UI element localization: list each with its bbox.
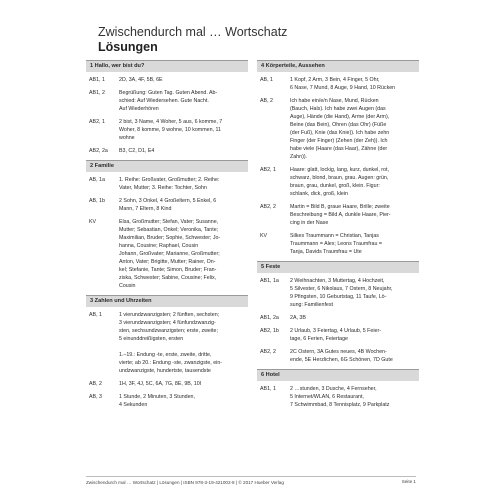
answer-line: Beschreibung = Bild A, dunkle Haare, Pier- [290,212,391,218]
answer-line: hanna, Cousine; Raphael, Cousin [119,243,199,249]
answer-line: undzwanzigste, hundertste, tausendste [119,368,211,374]
answer-row [86,176,248,192]
answer-text [119,218,248,290]
answer-line: Zahn)). [290,154,308,160]
answer-line: 5 Internet/WLAN, 6 Restaurant, [290,394,364,400]
answer-line: 1 Kopf, 2 Arm, 3 Bein, 4 Finger, 5 Ohr, [290,77,380,83]
answer-line: 1 vierundzwanzigsten; 2 fünften, sechsten; [119,312,220,318]
answer-line: habe viele (Haare (das Haar), Zähne (der [290,146,388,152]
answer-line: Mann, 7 Eltern, 8 Kind [119,206,172,212]
answer-row [86,311,248,375]
answer-line: ende, 5E Herzlichen, 6G Schönen, 7D Gute [290,357,393,363]
exercise-label: AB2, 1b [260,328,279,334]
answer-line: Silkes Traummann = Christian, Tanjas [290,233,379,239]
answer-line: 3 vierundzwanzigsten; 4 fünfundzwanzig- [119,320,216,326]
answer-row [257,76,419,92]
answer-text [290,203,419,227]
exercise-label: AB, 1a [89,177,105,183]
answer-text [290,166,419,198]
answer-row [257,166,419,198]
answer-row [257,97,419,161]
exercise-label: AB2, 2 [260,204,276,210]
answer-line: 6 Nase, 7 Mund, 8 Auge, 9 Hand, 10 Rücken [290,85,396,91]
exercise-label: AB1, 1a [260,278,279,284]
answer-row [86,218,248,290]
answer-row [86,197,248,213]
answer-line: Traummann = Alex; Leons Traumfrau = [290,241,382,247]
answer-line: Martin = Bild B, graue Haare, Brille; zweite [290,204,390,210]
answer-line: Maximilian, Bruder; Sophie, Schwester; Jo- [119,235,221,241]
answer-line: 2D, 3A, 4F, 5B, 6E [119,77,163,83]
exercise-label: AB2, 2a [89,148,108,154]
exercise-label: AB1, 2 [89,90,105,96]
exercise-label: AB, 1 [89,312,102,318]
answer-line: Mutter; Sebastian, Onkel; Veronika, Tante; [119,227,219,233]
answer-line: schied: Auf Wiedersehen. Gute Nacht. [119,98,209,104]
answer-text [119,380,248,388]
page-subtitle: Lösungen [98,40,158,54]
answer-line: Vater, Mutter; 3. Reihe: Tochter, Sohn [119,185,207,191]
answer-line: Beine (das Bein), Ohren (das Ohr) (Füße [290,122,387,128]
answer-line: ziska, Schwester; Sabine, Cousine; Felix, [119,275,217,281]
exercise-label: AB2, 2 [260,349,276,355]
answer-line: Johann, Großvater; Marianne, Großmutter; [119,251,220,257]
answer-line: 2 Urlaub, 3 Feiertag, 4 Urlaub, 5 Feier- [290,328,381,334]
answer-text [290,348,419,364]
answer-row [257,327,419,343]
answer-line: 2 …stunden, 3 Dusche, 4 Fernseher, [290,386,377,392]
answer-line: Anton, Vater; Brigitte, Mutter; Rainer, On- [119,259,216,265]
answer-line: 4 Sekunden [119,402,148,408]
section-heading: 2 Familie [86,160,248,172]
exercise-label: AB1, 1 [260,386,276,392]
footer-text: Zwischendurch mal … Wortschatz | Lösungen | ISBN 978-3-19-421002-8 | © 2017 Hueber Verlag [86,476,416,485]
answer-text [290,314,419,322]
answer-line: cing in der Nase [290,220,329,226]
answer-line: 2 Sohn, 3 Onkel, 4 Großeltern, 5 Enkel, 6 [119,198,217,204]
answer-line: braun, grau, dunkel, groß, klein. Figur: [290,183,380,189]
answer-line: vierte; ab 20.: Endung -ste, zwanzigste, ein- [119,360,223,366]
answer-line: 2A, 3B [290,315,306,321]
answer-text [119,118,248,142]
answer-text [119,197,248,213]
answer-text [119,311,248,375]
answer-line: Cousin [119,283,136,289]
exercise-label: AB1, 1 [89,77,105,83]
answer-line: sten, sechsundzwanzigsten; erste, zweite; [119,328,218,334]
answer-line: 1. Reihe: Großvater, Großmutter; 2. Reihe: [119,177,220,183]
exercise-label: AB, 1b [89,198,105,204]
answer-line: Elsa, Großmutter; Stefan, Vater; Susanne, [119,219,219,225]
answer-row [86,147,248,155]
answer-line: 1 Stunde, 2 Minuten, 3 Stunden, [119,394,195,400]
answer-line: 7 Schwimmbad, 8 Tennisplatz, 9 Parkplatz [290,402,390,408]
answer-line [119,343,248,351]
answer-line: sung: Familienfest [290,302,333,308]
answer-line: (der Fuß), Knie (das Knie)). Ich habe zehn [290,130,390,136]
exercise-label: AB, 3 [89,394,102,400]
exercise-label: KV [260,233,268,239]
answer-row [257,203,419,227]
exercise-label: AB2, 1 [89,119,105,125]
exercise-label: AB1, 2a [260,315,279,321]
exercise-label: AB, 2 [260,98,273,104]
answer-line: Woher, 8 komme, 9 wohne, 10 kommen, 11 [119,127,221,133]
left-column [86,60,248,414]
section-heading: 5 Feste [257,261,419,273]
answer-line: Haare: glatt, lockig, lang, kurz, dunkel, rot, [290,167,389,173]
exercise-label: KV [89,219,97,225]
answer-line: 5 einunddreißigsten, ersten [119,336,184,342]
answer-text [119,147,248,155]
answer-text [290,232,419,256]
answer-line: 1.–19.: Endung -te, erste, zweite, dritte, [119,352,212,358]
answer-line: kel; Stefanie, Tante; Simon, Bruder; Fran- [119,267,217,273]
section-heading: 1 Hallo, wer bist du? [86,60,248,72]
answer-line: 1H, 3F, 4J, 5C, 6A, 7G, 8E, 9B, 10I [119,381,202,387]
answer-text [290,97,419,161]
answer-text [290,327,419,343]
answer-line: (Bauch, Hals). Ich habe zwei Augen (das [290,106,386,112]
answer-text [290,277,419,309]
answer-line: Begrüßung: Guten Tag. Guten Abend. Ab- [119,90,218,96]
answer-text [290,76,419,92]
answer-line: wohne [119,135,135,141]
answer-text [119,393,248,409]
section-heading: 4 Körperteile, Aussehen [257,60,419,72]
answer-line: 2C Ostern, 3A Gutes neues, 4B Wochen- [290,349,387,355]
page-number: Seite 1 [401,479,416,484]
answer-text [119,89,248,113]
answer-row [86,393,248,409]
answer-line: Tanja, Davids Traumfrau = Ute [290,249,362,255]
exercise-label: AB2, 1 [260,167,276,173]
answer-line: 2 Weihnachten, 3 Muttertag, 4 Hochzeit, [290,278,385,284]
answer-line: Ich habe ein/e/n Nase, Mund, Rücken [290,98,379,104]
answer-line: 9 Pfingsten, 10 Geburtstag, 11 Taufe, Lö- [290,294,387,300]
answer-text [290,385,419,409]
right-column [257,60,419,414]
answer-text [119,76,248,84]
answer-row [86,118,248,142]
answer-row [257,314,419,322]
answer-line: 5 Silvester, 6 Nikolaus, 7 Ostern, 8 Neujahr, [290,286,393,292]
answer-line: schlank, dick, groß, klein [290,191,348,197]
answer-row [86,76,248,84]
answer-text [119,176,248,192]
exercise-label: AB, 2 [89,381,102,387]
answer-line: Auge), Hände (die Hand), Arme (der Arm), [290,114,390,120]
answer-row [257,277,419,309]
page-title: Zwischendurch mal … Wortschatz [98,25,288,39]
exercise-label: AB, 1 [260,77,273,83]
answer-line: tage, 6 Ferien, Feiertage [290,336,349,342]
answer-line: Finger (der Finger) (Zehen (der Zeh)). Ich [290,138,388,144]
answer-row [257,385,419,409]
answer-line: 2 bist, 3 Name, 4 Woher, 5 aus, 6 komme, 7 [119,119,223,125]
section-heading: 6 Hotel [257,369,419,381]
answer-line: B3, C2, D1, E4 [119,148,155,154]
answer-row [257,232,419,256]
answer-row [86,380,248,388]
answer-row [257,348,419,364]
section-heading: 3 Zahlen und Uhrzeiten [86,295,248,307]
answer-line: schwarz, blond, braun, grau. Augen: grün, [290,175,389,181]
answer-row [86,89,248,113]
answer-line: Auf Wiederhören [119,106,159,112]
